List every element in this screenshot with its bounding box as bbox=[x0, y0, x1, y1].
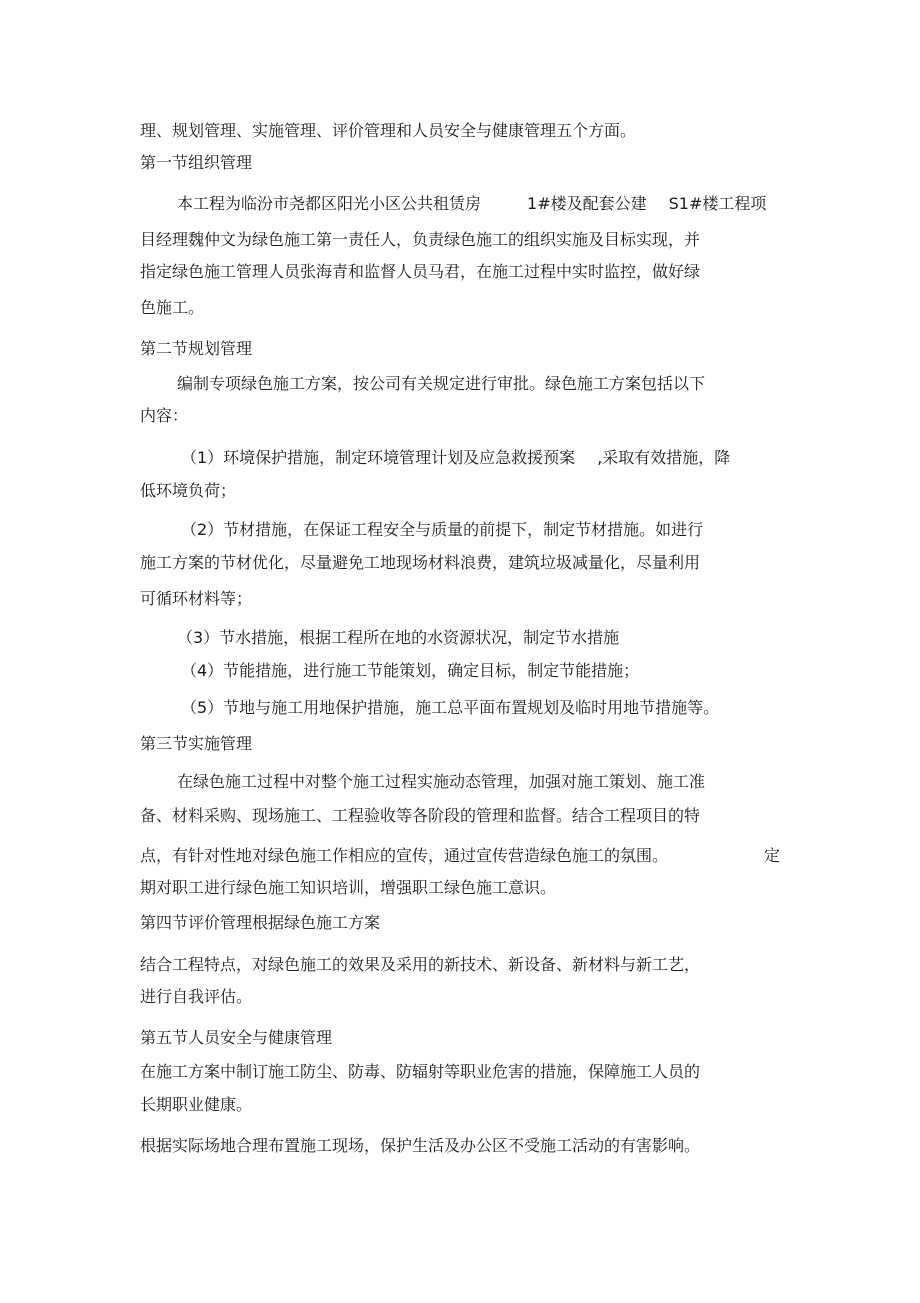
paragraph-line: 编制专项绿色施工方案，按公司有关规定进行审批。绿色施工方案包括以下 bbox=[177, 374, 706, 393]
paragraph-line: 进行自我评估。 bbox=[140, 987, 253, 1006]
paragraph-line: 施工方案的节材优化，尽量避免工地现场材料浪费，建筑垃圾减量化，尽量利用 bbox=[140, 553, 701, 572]
section-heading: 第五节人员安全与健康管理 bbox=[140, 1028, 333, 1047]
text-segment: 定 bbox=[764, 846, 781, 865]
text-segment: S1#楼工程项 bbox=[668, 194, 767, 213]
paragraph-line: （5）节地与施工用地保护措施，施工总平面布置规划及临时用地节措施等。 bbox=[181, 698, 720, 717]
text-segment: 1#楼及配套公建 bbox=[527, 194, 647, 213]
section-heading: 第二节规划管理 bbox=[140, 339, 253, 358]
paragraph-line: 内容： bbox=[140, 406, 189, 425]
paragraph-line: 指定绿色施工管理人员张海青和监督人员马君，在施工过程中实时监控，做好绿 bbox=[140, 262, 701, 281]
paragraph-line: 色施工。 bbox=[140, 298, 205, 317]
text-segment: 本工程为临汾市尧都区阳光小区公共租赁房 bbox=[177, 194, 482, 213]
paragraph-line bbox=[177, 194, 766, 214]
paragraph-line: 在绿色施工过程中对整个施工过程实施动态管理，加强对施工策划、施工准 bbox=[177, 772, 706, 791]
paragraph-line: 可循环材料等； bbox=[140, 589, 253, 608]
paragraph-line: （3）节水措施，根据工程所在地的水资源状况，制定节水措施 bbox=[177, 628, 620, 647]
paragraph-line: 期对职工进行绿色施工知识培训，增强职工绿色施工意识。 bbox=[140, 878, 557, 897]
paragraph-line bbox=[181, 448, 730, 468]
paragraph-line bbox=[140, 846, 780, 866]
section-heading: 第三节实施管理 bbox=[140, 734, 253, 753]
paragraph-line: 在施工方案中制订施工防尘、防毒、防辐射等职业危害的措施，保障施工人员的 bbox=[140, 1062, 701, 1081]
text-segment: 点，有针对性地对绿色施工作相应的宣传，通过宣传营造绿色施工的氛围。 bbox=[140, 846, 669, 865]
paragraph-line: 根据实际场地合理布置施工现场，保护生活及办公区不受施工活动的有害影响。 bbox=[140, 1136, 701, 1155]
paragraph-line: （4）节能措施，进行施工节能策划，确定目标，制定节能措施； bbox=[181, 661, 640, 680]
paragraph-line: 目经理魏仲文为绿色施工第一责任人，负责绿色施工的组织实施及目标实现，并 bbox=[140, 230, 701, 249]
paragraph-line: 理、规划管理、实施管理、评价管理和人员安全与健康管理五个方面。 bbox=[140, 121, 637, 140]
section-heading: 第一节组织管理 bbox=[140, 153, 253, 172]
paragraph-line: 结合工程特点，对绿色施工的效果及采用的新技术、新设备、新材料与新工艺， bbox=[140, 955, 701, 974]
paragraph-line: 备、材料采购、现场施工、工程验收等各阶段的管理和监督。结合工程项目的特 bbox=[140, 806, 701, 825]
text-segment: （1）环境保护措施，制定环境管理计划及应急救援预案 bbox=[181, 448, 576, 467]
section-heading: 第四节评价管理根据绿色施工方案 bbox=[140, 913, 381, 932]
paragraph-line: （2）节材措施，在保证工程安全与质量的前提下，制定节材措施。如进行 bbox=[181, 520, 704, 539]
text-segment: ,采取有效措施，降 bbox=[597, 448, 731, 467]
paragraph-line: 长期职业健康。 bbox=[140, 1095, 253, 1114]
paragraph-line: 低环境负荷； bbox=[140, 481, 237, 500]
